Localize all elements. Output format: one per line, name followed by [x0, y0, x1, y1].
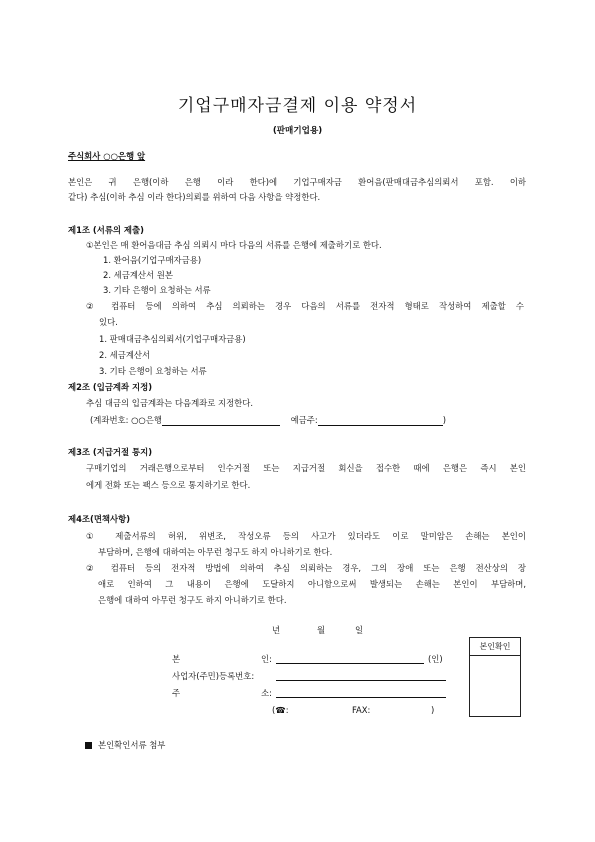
- contact-close-paren: ): [431, 705, 435, 715]
- article-3-line-2: 에게 전화 또는 팩스 등으로 통지하기로 한다.: [86, 480, 251, 490]
- name-label-last: 인:: [261, 654, 272, 664]
- article-2-text: 추심 대금의 입금계좌는 다음계좌로 지정한다.: [86, 398, 254, 408]
- article-2-heading: 제2조 (입금계좌 지정): [68, 382, 153, 392]
- intro-line-2: 같다) 추심(이하 추심 이라 한다)의뢰를 위하여 다음 사항을 약정한다.: [68, 192, 321, 202]
- addressee: 주식회사 ○○은행 앞: [68, 151, 146, 161]
- address-label-first: 주: [172, 688, 181, 698]
- article-1-item: 1. 환어음(기업구매자금용): [103, 255, 202, 265]
- article-4-para-1: ① 제출서류의 허위, 위변조, 작성오류 등의 사고가 있더라도 이로 말미암은 손해는 본인이: [86, 531, 526, 541]
- registration-number-field[interactable]: [276, 671, 446, 681]
- article-4-para-1-cont: 부담하며, 은행에 대하여는 아무런 청구도 하지 아니하기로 한다.: [98, 547, 333, 557]
- attachment-note-text: 본인확인서류 첨부: [98, 740, 166, 750]
- article-1-item: 3. 기타 은행이 요청하는 서류: [103, 285, 211, 295]
- identity-check-label: 본인확인: [470, 638, 520, 656]
- account-close-paren: ): [442, 415, 446, 425]
- article-1-item: 2. 세금계산서: [99, 350, 151, 360]
- article-1-item: 2. 세금계산서 원본: [103, 270, 173, 280]
- address-field[interactable]: [276, 688, 446, 698]
- contact-open-paren: (: [272, 705, 276, 715]
- contact-line: [272, 705, 289, 716]
- account-line: [90, 415, 446, 426]
- account-holder-field[interactable]: [318, 416, 443, 426]
- article-4-para-2: ② 컴퓨터 등의 전자적 방법에 의하여 추심 의뢰하는 경우, 그의 장애 또는 은행 전산상의 장: [86, 563, 526, 573]
- name-label-first: 본: [172, 654, 181, 664]
- telephone-colon: :: [285, 705, 289, 715]
- date-month-label: 월: [317, 625, 326, 635]
- article-4-heading: 제4조(면책사항): [68, 514, 131, 524]
- account-number-label: (계좌번호: ○○은행: [90, 415, 162, 425]
- attachment-note: [85, 740, 165, 751]
- square-bullet-icon: [85, 742, 92, 749]
- article-1-para-2: ② 컴퓨터 등에 의하여 추심 의뢰하는 경우 다음의 서류를 전자적 형태로 작성하여 제출할 수: [86, 301, 524, 311]
- account-number-field[interactable]: [162, 416, 280, 426]
- article-1-item: 3. 기타 은행이 요청하는 서류: [99, 366, 207, 376]
- name-field[interactable]: [276, 654, 424, 664]
- account-holder-label: 예금주:: [290, 415, 318, 425]
- identity-check-box: [469, 637, 521, 717]
- date-day-label: 일: [355, 625, 364, 635]
- telephone-icon: ☎: [275, 705, 286, 715]
- address-label-last: 소:: [261, 688, 272, 698]
- article-1-heading: 제1조 (서류의 제출): [68, 225, 144, 235]
- article-1-para-2-cont: 있다.: [99, 317, 118, 327]
- date-year-label: 년: [272, 625, 281, 635]
- intro-line-1: 본인은 귀 은행(이하 은행 이라 한다)에 기업구매자금 환어음(판매대금추심의뢰서 포함. 이하: [68, 177, 526, 187]
- article-3-line-1: 구매기업의 거래은행으로부터 인수거절 또는 지급거절 회신을 접수한 때에 은행은 즉시 본인: [86, 463, 526, 473]
- document-subtitle: (판매기업용): [272, 126, 323, 136]
- document-title: 기업구매자금결제 이용 약정서: [177, 96, 418, 116]
- article-3-heading: 제3조 (지급거절 통지): [68, 447, 153, 457]
- registration-number-label: 사업자(주민)등록번호:: [172, 671, 255, 681]
- article-1-item: 1. 판매대금추심의뢰서(기업구매자금용): [99, 334, 246, 344]
- article-4-para-2-cont: 은행에 대하여 아무런 청구도 하지 아니하기로 한다.: [98, 595, 287, 605]
- article-4-para-2-cont: 애로 인하여 그 내용이 은행에 도달하지 아니함으로써 발생되는 손해는 본인이 부담하며,: [98, 579, 526, 589]
- fax-label: FAX:: [352, 705, 371, 715]
- article-1-para-1: ①본인은 매 환어음대금 추심 의뢰시 마다 다음의 서류를 은행에 제출하기로 한다.: [86, 240, 382, 250]
- seal-mark: (인): [428, 654, 443, 664]
